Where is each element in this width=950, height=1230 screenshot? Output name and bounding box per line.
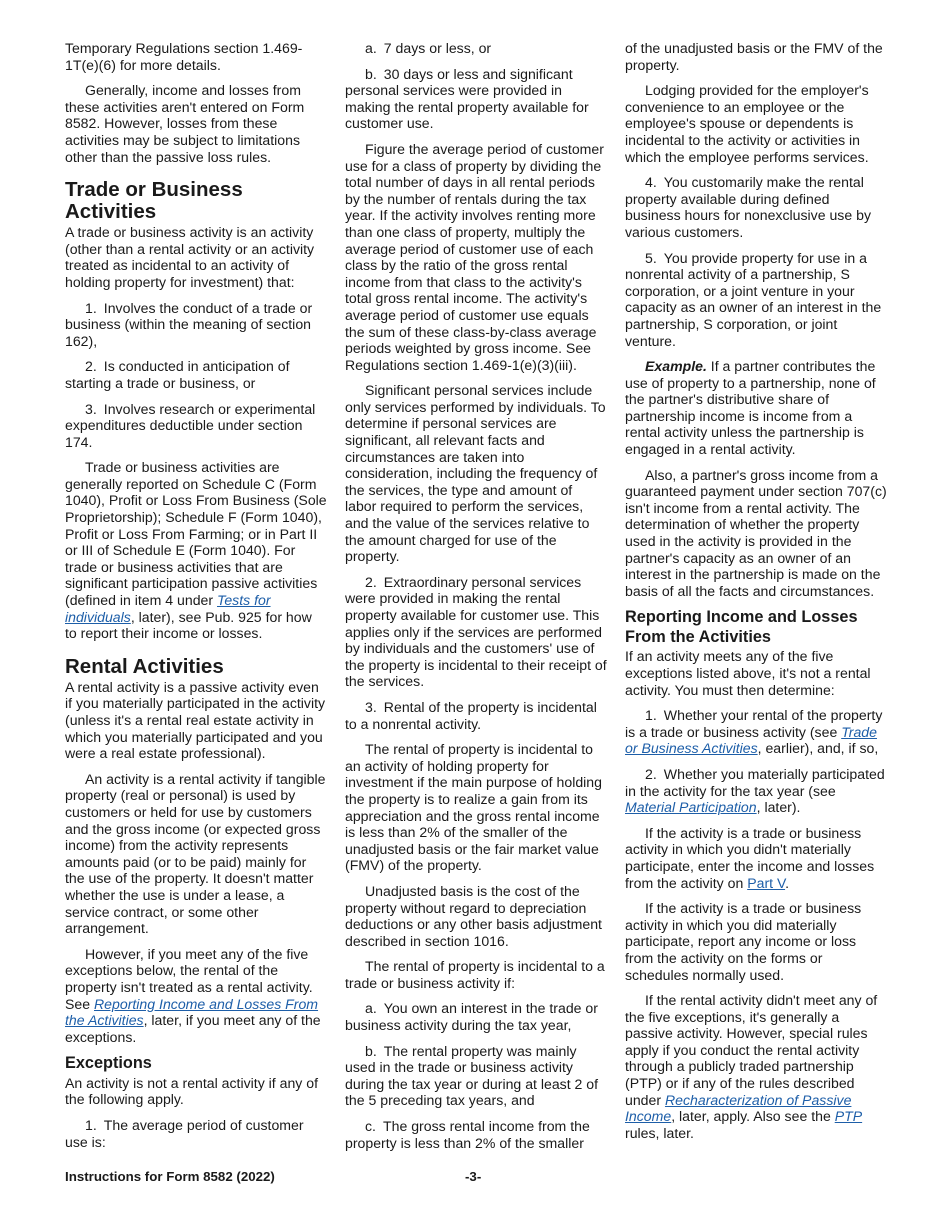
paragraph: Significant personal services include only services performed by individuals. To determine if personal services are significant, all relevant facts and circumstances are taken into consideration, including the frequency of the services, the type and amount of labor required to perform the services, and the value of the services relative to the amount charged for use of the property.: [345, 382, 606, 565]
list-item: b. 30 days or less and significant personal services were provided in making the rental property available for customer use.: [345, 65, 589, 132]
paragraph: [65, 459, 327, 642]
text: , earlier), and, if so,: [757, 740, 879, 757]
text: If the activity is a trade or business activity in which you didn't materially participate, enter the income and losses from the activity on: [625, 824, 875, 891]
list-item: 2. Is conducted in anticipation of starting a trade or business, or: [65, 358, 290, 391]
list-item: 1. The average period of customer use is:: [65, 1116, 304, 1150]
paragraph: [625, 825, 887, 891]
example-label: Example.: [645, 358, 707, 375]
list-item: 4. You customarily make the rental property available during defined business hours for nonexclusive use by various customers.: [625, 174, 871, 240]
link-recharacterization-of-passive-income[interactable]: Recharacterization of Passive Income: [625, 1091, 852, 1125]
page-number: -3-: [465, 1169, 482, 1184]
column-3: [625, 40, 887, 1150]
paragraph: If an activity meets any of the five exceptions listed above, it's not a rental activity. You must then determine:: [625, 648, 871, 698]
paragraph-example: [625, 358, 887, 458]
text: Trade or business activities are generally reported on Schedule C (Form 1040), Profit or Loss From Business (Sole Proprietorship); Schedule F (Form 1040), Profit or Loss From Farming; or in Part II or III of Schedule E (Form 1040). For trade or business activities that are significant participation passive activities (defined in item 4 under: [65, 459, 327, 609]
list-item: 1. Involves the conduct of a trade or business (within the meaning of section 162),: [65, 299, 313, 349]
paragraph: An activity is a rental activity if tangible property (real or personal) is used by customers or held for use by customers and the gross income (or expected gross income) from the activity represents amounts paid (or to be paid) mainly for the use of the property. It doesn't matter whether the use is under a lease, a service contract, or some other arrangement.: [65, 770, 326, 937]
paragraph: The rental of property is incidental to a trade or business activity if:: [345, 958, 605, 991]
paragraph: of the unadjusted basis or the FMV of the property.: [625, 40, 883, 73]
list-item: 2. Extraordinary personal services were provided in making the rental property available for customer use. This applies only if the services are performed by individuals and the customers' use of the property is incidental to their receipt of the services.: [345, 573, 607, 690]
link-trade-or-business-activities[interactable]: Trade or Business Activities: [625, 723, 877, 757]
list-item: a. 7 days or less, or: [365, 40, 492, 56]
text: If a partner contributes the use of property to a partnership, none of the partner's distributive share of partnership income is income from a rental activity unless the partnership is engaged in a rental activity.: [625, 358, 876, 458]
text: , later), see Pub. 925 for how to report their income or losses.: [65, 608, 312, 642]
text: 1. Whether your rental of the property is a trade or business activity (see: [625, 707, 883, 740]
paragraph: A trade or business activity is an activity (other than a rental activity or an activity treated as incidental to an activity of holding property for investment) that:: [65, 224, 315, 290]
list-item: b. The rental property was mainly used in the trade or business activity during the tax year or during at least 2 of the 5 preceding tax years, and: [345, 1042, 599, 1109]
column-2: [345, 40, 607, 1160]
heading-exceptions: Exceptions: [65, 1054, 152, 1073]
link-reporting-income-and-losses[interactable]: Reporting Income and Losses From the Activities: [65, 995, 319, 1029]
list-item: 3. Involves research or experimental expenditures deductible under section 174.: [65, 400, 316, 450]
column-1: [65, 40, 327, 1159]
list-item: [625, 707, 887, 757]
heading-reporting-income: Reporting Income and Losses From the Activities: [625, 608, 858, 646]
link-tests-for-individuals[interactable]: Tests for individuals: [65, 592, 271, 625]
paragraph: The rental of property is incidental to an activity of holding property for investment if the main purpose of holding the property is to realize a gain from its appreciation and the gross rental income is less than 2% of the smaller of the unadjusted basis or the fair market value (FMV) of the property.: [345, 741, 602, 874]
list-item: c. The gross rental income from the property is less than 2% of the smaller: [345, 1118, 590, 1151]
list-item: 5. You provide property for use in a nonrental activity of a partnership, S corporation, or a joint venture in your capacity as an owner of an interest in the partnership, S corporation, or joint venture.: [625, 249, 882, 349]
paragraph: Also, a partner's gross income from a guaranteed payment under section 707(c) isn't income from a rental activity. The determination of whether the property used in the activity is provided in the partner's capacity as an owner of an interest in the partnership is made on the basis of all the facts and circumstances.: [625, 466, 887, 599]
heading-trade-or-business: Trade or Business Activities: [65, 178, 243, 224]
link-material-participation[interactable]: Material Participation: [625, 799, 757, 816]
footer-form-title: Instructions for Form 8582 (2022): [65, 1169, 275, 1184]
text: , later, apply. Also see the: [671, 1108, 835, 1125]
paragraph: [625, 992, 887, 1141]
list-item: [625, 766, 887, 816]
text: 2. Whether you materially participated in the activity for the tax year (see: [625, 765, 885, 799]
text: , later).: [756, 799, 801, 816]
text: If the rental activity didn't meet any of the five exceptions, it's generally a passive activity. However, special rules apply if you conduct the rental activity through a publicly traded partnership (PTP) or if any of the rules described under: [625, 992, 878, 1108]
paragraph: Temporary Regulations section 1.469-1T(e)(6) for more details.: [65, 40, 303, 73]
heading-rental-activities: Rental Activities: [65, 654, 224, 678]
list-item: a. You own an interest in the trade or business activity during the tax year,: [345, 1000, 598, 1034]
paragraph: Figure the average period of customer use for a class of property by dividing the total number of days in all rental periods by the number of rentals during the tax year. If the activity involves renting more than one class of property, multiply the average period of customer use of each class by the ratio of the gross rental income from that class to the activity's total gross rental income. The activity's average period of customer use equals the sum of these class-by-class average periods weighted by gross income. See Regulations section 1.469-1(e)(3)(iii).: [345, 140, 604, 373]
paragraph: If the activity is a trade or business activity in which you did materially participate, report any income or loss from the activity on the forms or schedules normally used.: [625, 900, 862, 983]
paragraph: [65, 946, 327, 1046]
list-item: 3. Rental of the property is incidental to a nonrental activity.: [345, 698, 597, 732]
paragraph: Lodging provided for the employer's convenience to an employee or the employee's spouse or dependents is incidental to the activity or activities in which the employee performs services.: [625, 82, 869, 165]
paragraph: A rental activity is a passive activity even if you materially participated in the activity (unless it's a rental real estate activity in which you materially participated and you were a real estate professional).: [65, 678, 326, 762]
paragraph: An activity is not a rental activity if any of the following apply.: [65, 1074, 319, 1108]
link-part-v[interactable]: Part V: [747, 874, 786, 891]
paragraph: Generally, income and losses from these activities aren't entered on Form 8582. However, losses from these activities may be subject to limitations other than the passive loss rules.: [65, 82, 305, 165]
paragraph: Unadjusted basis is the cost of the property without regard to depreciation deductions or any other basis adjustment described in section 1016.: [345, 882, 602, 949]
text: , later, if you meet any of the exceptions.: [65, 1012, 321, 1045]
link-ptp[interactable]: PTP: [834, 1108, 863, 1125]
text: .: [785, 874, 789, 891]
text: rules, later.: [625, 1124, 694, 1141]
text: However, if you meet any of the five exceptions below, the rental of the property isn't treated as a rental activity. See: [65, 945, 313, 1012]
